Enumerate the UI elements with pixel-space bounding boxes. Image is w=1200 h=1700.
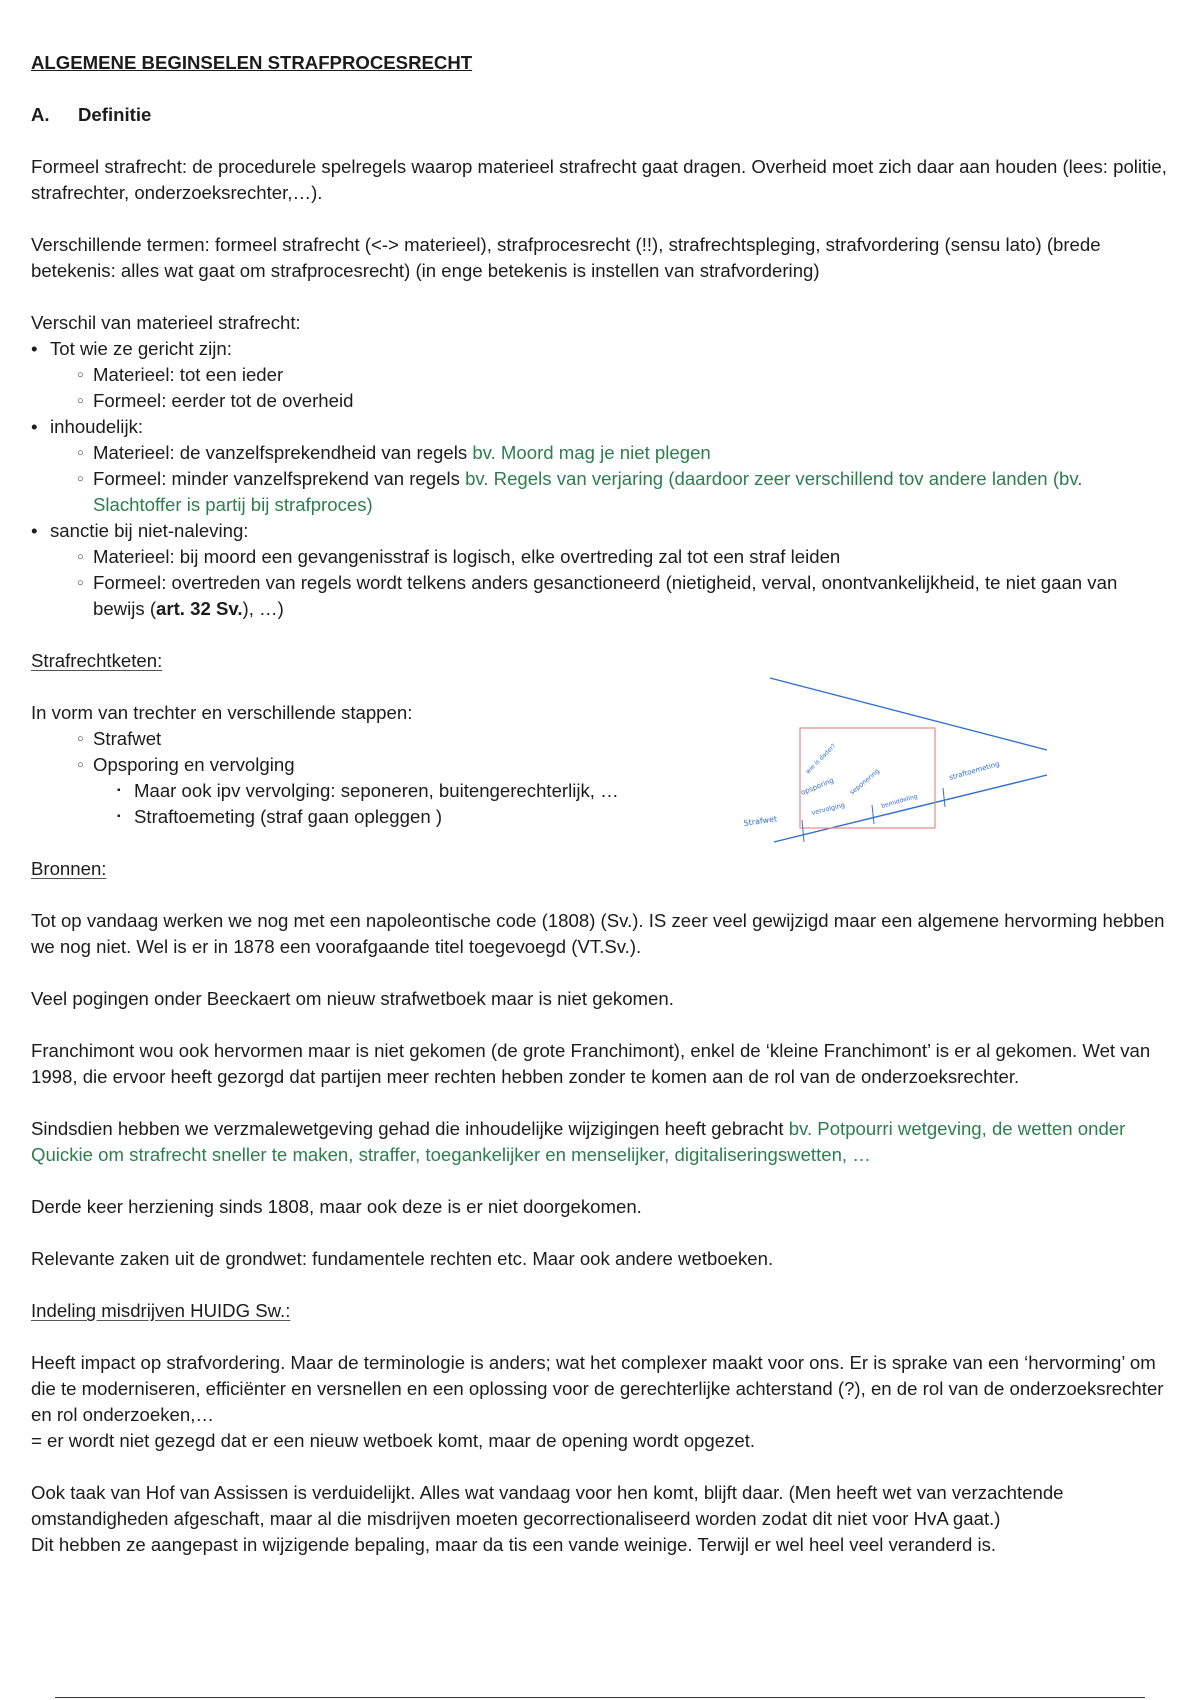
sub-bullet [31, 570, 1171, 622]
funnel-tick [802, 820, 804, 842]
document-title: ALGEMENE BEGINSELEN STRAFPROCESRECHT [31, 52, 473, 73]
section-label: Definitie [78, 104, 152, 125]
sketch-label-seponering: seponering [848, 767, 882, 797]
bullet-gericht: • Tot wie ze gericht zijn: [31, 336, 1171, 362]
sketch-label-bemiddeling: bemiddeling [880, 792, 919, 810]
sketch-label-straftoemeting: straftoemeting [948, 759, 1001, 782]
chain-item: ○ Opsporing en vervolging [31, 752, 1171, 778]
bullet-text: Formeel: minder vanzelfsprekend van regels [93, 468, 460, 489]
sketch-label-opsporing: opsporing [799, 776, 836, 797]
paragraph-beeckaert: Veel pogingen onder Beeckaert om nieuw strafwetboek maar is niet gekomen. [31, 988, 674, 1009]
article-reference: art. 32 Sv. [156, 598, 243, 619]
sub-bullet [31, 466, 1171, 518]
footer-rule [55, 1697, 1145, 1698]
funnel-tick [943, 788, 945, 807]
paragraph-hof-2: Dit hebben ze aangepast in wijzigende bepaling, maar da tis een vande weinige. Terwijl er wel heel veel veranderd is. [31, 1534, 997, 1555]
heading-indeling: Indeling misdrijven HUIDG Sw.: [31, 1300, 291, 1321]
sub-bullet: ○ Materieel: bij moord een gevangenisstraf is logisch, elke overtreding zal tot een straf leiden [31, 544, 1171, 570]
section-a-heading [31, 102, 1171, 128]
sketch-label-vervolging: vervolging [810, 800, 846, 817]
sketch-label-dader: wie is dader? [804, 742, 838, 776]
bullet-text: Formeel: overtreden van regels wordt telkens anders gesanctioneerd (nietigheid, verval, onontvankelijkheid, te niet gaan van bewijs ( [93, 572, 1118, 619]
paragraph-derde: Derde keer herziening sinds 1808, maar ook deze is er niet doorgekomen. [31, 1196, 642, 1217]
paragraph-sindsdien [31, 1116, 1171, 1168]
example-text: bv. Moord mag je niet plegen [472, 442, 711, 463]
sub-bullet: ○ Formeel: eerder tot de overheid [31, 388, 1171, 414]
chain-sub-item: ▪ Maar ook ipv vervolging: seponeren, buitengerechterlijk, … [31, 778, 1171, 804]
bullet-text: Materieel: de vanzelfsprekendheid van regels [93, 442, 468, 463]
sub-bullet: ○ Materieel: tot een ieder [31, 362, 1171, 388]
funnel-tick [872, 805, 874, 824]
chain-item: ○ Strafwet [31, 726, 1171, 752]
chain-sub-item: ▪ Straftoemeting (straf gaan opleggen ) [31, 804, 1171, 830]
paragraph-formeel: Formeel strafrecht: de procedurele spelregels waarop materieel strafrecht gaat dragen. Overheid moet zich daar aan houden (lees: politie, strafrechter, onderzoeksrechter,…). [31, 156, 1167, 203]
funnel-top-line [770, 678, 1047, 750]
section-letter: A. [31, 104, 50, 125]
example-text: bv. Potpourri wetgeving, de wetten onder Quickie om strafrecht sneller te maken, straffer, toegankelijker en menselijker, digitaliseringswetten, … [31, 1118, 1126, 1165]
heading-bronnen: Bronnen: [31, 858, 107, 879]
paragraph-termen: Verschillende termen: formeel strafrecht (<-> materieel), strafprocesrecht (!!), strafrechtspleging, strafvordering (sensu lato) (brede betekenis: alles wat gaat om strafprocesrecht) (in enge betekenis is instellen van strafvordering) [31, 234, 1101, 281]
paragraph-text: Sindsdien hebben we verzmalewetgeving gehad die inhoudelijke wijzigingen heeft gebracht [31, 1118, 784, 1139]
paragraph-impact: Heeft impact op strafvordering. Maar de terminologie is anders; wat het complexer maakt voor ons. Er is sprake van een ‘hervorming’ om die te moderniseren, efficiënter en versnellen en een oplossing voor de gerechterlijke achterstand (?), en de rol van de onderzoeksrechter en rol onderzoeken,… [31, 1352, 1164, 1425]
paragraph-hof: Ook taak van Hof van Assissen is verduidelijkt. Alles wat vandaag voor hen komt, blijft daar. (Men heeft wet van verzachtende omstandigheden afgeschaft, maar al die misdrijven moeten gecorrectionaliseerd worden zodat dit niet voor HvA gaat.) [31, 1482, 1064, 1529]
funnel-sketch [740, 670, 1060, 850]
example-text: bv. Regels van verjaring (daardoor zeer verschillend tov andere landen (bv. Slachtoffer is partij bij strafproces) [93, 468, 1083, 515]
paragraph-franchimont: Franchimont wou ook hervormen maar is niet gekomen (de grote Franchimont), enkel de ‘kleine Franchimont’ is er al gekomen. Wet van 1998, die ervoor heeft gezorgd dat partijen meer rechten hebben zonder te komen aan de rol van de onderzoeksrechter. [31, 1040, 1151, 1087]
paragraph-relevant: Relevante zaken uit de grondwet: fundamentele rechten etc. Maar ook andere wetboeken. [31, 1248, 774, 1269]
bullet-text: ), …) [242, 598, 284, 619]
bullet-inhoudelijk: • inhoudelijk: [31, 414, 1171, 440]
sketch-label-strafwet: Strafwet [743, 814, 778, 828]
paragraph-trechter: In vorm van trechter en verschillende stappen: [31, 702, 413, 723]
paragraph-verschil: Verschil van materieel strafrecht: [31, 312, 301, 333]
bullet-sanctie: • sanctie bij niet-naleving: [31, 518, 1171, 544]
paragraph-impact-conclusion: = er wordt niet gezegd dat er een nieuw wetboek komt, maar de opening wordt opgezet. [31, 1430, 756, 1451]
sub-bullet [31, 440, 1171, 466]
paragraph-napoleon: Tot op vandaag werken we nog met een napoleontische code (1808) (Sv.). IS zeer veel gewijzigd maar een algemene hervorming hebben we nog niet. Wel is er in 1878 een voorafgaande titel toegevoegd (VT.Sv.). [31, 910, 1165, 957]
heading-strafrechtketen: Strafrechtketen: [31, 650, 163, 671]
